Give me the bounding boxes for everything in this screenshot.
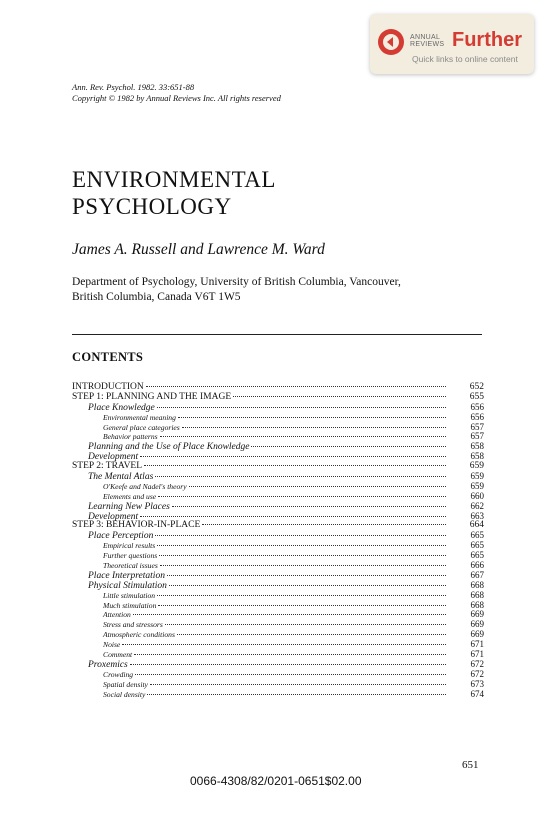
toc-entry-page: 665 bbox=[470, 540, 484, 551]
toc-leader-dots bbox=[233, 396, 446, 397]
toc-entry[interactable] bbox=[72, 482, 484, 492]
toc-entry-label: Environmental meaning bbox=[103, 412, 176, 422]
toc-leader-dots bbox=[158, 605, 446, 606]
badge-further-label: Further bbox=[452, 29, 522, 51]
toc-leader-dots bbox=[157, 545, 446, 546]
toc-leader-dots bbox=[189, 486, 446, 487]
toc-entry-page: 664 bbox=[469, 520, 484, 531]
toc-entry[interactable] bbox=[72, 610, 484, 620]
toc-entry-page: 673 bbox=[470, 678, 484, 689]
toc-leader-dots bbox=[130, 664, 446, 665]
toc-leader-dots bbox=[158, 496, 446, 497]
toc-leader-dots bbox=[167, 575, 446, 576]
toc-leader-dots bbox=[150, 684, 446, 685]
article-title bbox=[72, 166, 276, 220]
toc-entry-page: 668 bbox=[470, 589, 484, 600]
toc-entry[interactable] bbox=[72, 472, 484, 482]
toc-entry[interactable] bbox=[72, 551, 484, 561]
toc-leader-dots bbox=[140, 456, 446, 457]
toc-entry-page: 669 bbox=[470, 629, 484, 640]
article-title-line2: PSYCHOLOGY bbox=[72, 194, 232, 219]
toc-leader-dots bbox=[160, 565, 446, 566]
toc-entry-page: 662 bbox=[470, 500, 484, 511]
toc-entry[interactable] bbox=[72, 393, 484, 403]
toc-entry-label: Comment bbox=[103, 650, 133, 660]
toc-entry-label: Elements and use bbox=[103, 491, 157, 501]
badge-brand bbox=[410, 34, 444, 48]
toc-entry-label: STEP 1: PLANNING AND THE IMAGE bbox=[72, 391, 232, 402]
toc-entry[interactable] bbox=[72, 423, 484, 433]
toc-entry-page: 674 bbox=[470, 688, 484, 699]
toc-entry-page: 657 bbox=[470, 421, 484, 432]
toc-entry-page: 658 bbox=[470, 451, 484, 462]
toc-leader-dots bbox=[182, 427, 446, 428]
toc-entry-page: 656 bbox=[470, 411, 484, 422]
toc-leader-dots bbox=[133, 614, 446, 615]
toc-entry-label: Learning New Places bbox=[88, 501, 170, 512]
toc-entry-page: 666 bbox=[470, 560, 484, 571]
toc-leader-dots bbox=[172, 506, 446, 507]
toc-leader-dots bbox=[155, 535, 446, 536]
footer-code: 0066-4308/82/0201-0651$02.00 bbox=[190, 774, 362, 788]
toc-entry-page: 668 bbox=[470, 599, 484, 610]
badge-brand-line2: REVIEWS bbox=[410, 41, 445, 48]
toc-entry[interactable] bbox=[72, 561, 484, 571]
toc-entry-label: Empirical results bbox=[103, 541, 156, 551]
affiliation-line1: Department of Psychology, University of British Columbia, Vancouver, bbox=[72, 276, 401, 288]
toc-entry-label: Spatial density bbox=[103, 679, 148, 689]
toc-entry-label: Place Knowledge bbox=[88, 402, 155, 413]
toc-leader-dots bbox=[144, 465, 446, 466]
toc-entry-label: Further questions bbox=[103, 551, 158, 561]
toc-entry[interactable] bbox=[72, 690, 484, 700]
further-badge[interactable] bbox=[370, 14, 534, 74]
toc-entry[interactable] bbox=[72, 502, 484, 512]
toc-entry-page: 668 bbox=[470, 579, 484, 590]
toc-entry[interactable] bbox=[72, 591, 484, 601]
toc-leader-dots bbox=[169, 585, 446, 586]
toc-entry-page: 656 bbox=[470, 401, 484, 412]
toc-leader-dots bbox=[165, 624, 446, 625]
toc-entry-label: Place Interpretation bbox=[88, 570, 165, 581]
toc-entry-page: 672 bbox=[470, 668, 484, 679]
toc-entry[interactable] bbox=[72, 571, 484, 581]
toc-leader-dots bbox=[178, 417, 446, 418]
toc-entry-page: 671 bbox=[470, 649, 484, 660]
toc-entry-page: 655 bbox=[469, 391, 484, 402]
toc-entry-page: 659 bbox=[469, 461, 484, 472]
toc-entry[interactable] bbox=[72, 442, 484, 452]
toc-entry[interactable] bbox=[72, 432, 484, 442]
toc-entry-label: Noise bbox=[103, 640, 121, 650]
toc-leader-dots bbox=[202, 524, 446, 525]
toc-entry[interactable] bbox=[72, 640, 484, 650]
toc-entry-label: Proxemics bbox=[88, 659, 128, 670]
badge-subtitle: Quick links to online content bbox=[412, 54, 518, 64]
toc-entry[interactable] bbox=[72, 680, 484, 690]
toc-entry[interactable] bbox=[72, 531, 484, 541]
toc-entry-page: 669 bbox=[470, 619, 484, 630]
author-affiliation bbox=[72, 275, 401, 305]
toc-entry-label: Behavior patterns bbox=[103, 432, 158, 442]
page-number: 651 bbox=[462, 759, 479, 771]
toc-entry[interactable] bbox=[72, 413, 484, 423]
toc-leader-dots bbox=[160, 436, 446, 437]
citation-journal: Ann. Rev. Psychol. 1982. 33:651-88 bbox=[72, 82, 195, 92]
table-of-contents bbox=[72, 383, 484, 700]
toc-entry-page: 665 bbox=[470, 550, 484, 561]
toc-entry-page: 658 bbox=[470, 441, 484, 452]
citation-copyright: Copyright © 1982 by Annual Reviews Inc. All rights reserved bbox=[72, 93, 281, 103]
toc-leader-dots bbox=[155, 476, 446, 477]
toc-leader-dots bbox=[135, 674, 446, 675]
toc-entry[interactable] bbox=[72, 403, 484, 413]
toc-entry-label: Stress and stressors bbox=[103, 620, 163, 630]
toc-entry-label: Social density bbox=[103, 689, 146, 699]
toc-entry-label: Theoretical issues bbox=[103, 561, 158, 571]
annual-reviews-logo-icon bbox=[378, 29, 404, 55]
toc-entry-page: 652 bbox=[469, 382, 484, 392]
toc-entry-label: INTRODUCTION bbox=[72, 382, 144, 392]
citation bbox=[72, 82, 281, 104]
toc-entry[interactable] bbox=[72, 630, 484, 640]
toc-leader-dots bbox=[122, 644, 446, 645]
toc-entry-page: 659 bbox=[470, 480, 484, 491]
toc-entry[interactable] bbox=[72, 521, 484, 531]
toc-leader-dots bbox=[147, 694, 446, 695]
toc-entry-page: 665 bbox=[470, 530, 484, 541]
toc-leader-dots bbox=[157, 595, 446, 596]
toc-entry-page: 667 bbox=[470, 569, 484, 580]
toc-entry-label: Crowding bbox=[103, 669, 134, 679]
toc-entry-label: Planning and the Use of Place Knowledge bbox=[88, 442, 250, 453]
toc-entry-label: Place Perception bbox=[88, 531, 154, 542]
toc-entry-label: Little stimulation bbox=[103, 590, 156, 600]
toc-leader-dots bbox=[140, 516, 446, 517]
toc-entry[interactable] bbox=[72, 581, 484, 591]
toc-entry-page: 671 bbox=[470, 639, 484, 650]
toc-leader-dots bbox=[146, 386, 446, 387]
toc-entry-label: STEP 2: TRAVEL bbox=[72, 461, 143, 472]
badge-brand-line1: ANNUAL bbox=[410, 34, 441, 41]
toc-entry-label: The Mental Atlas bbox=[88, 472, 154, 483]
toc-leader-dots bbox=[157, 407, 446, 408]
article-title-line1: ENVIRONMENTAL bbox=[72, 167, 276, 192]
toc-entry[interactable] bbox=[72, 462, 484, 472]
toc-entry-page: 659 bbox=[470, 471, 484, 482]
affiliation-line2: British Columbia, Canada V6T 1W5 bbox=[72, 291, 241, 303]
toc-entry[interactable] bbox=[72, 601, 484, 611]
toc-leader-dots bbox=[177, 634, 446, 635]
toc-entry-label: Development bbox=[88, 511, 139, 522]
toc-entry-label: O'Keefe and Nadel's theory bbox=[103, 481, 187, 491]
toc-entry[interactable] bbox=[72, 670, 484, 680]
toc-entry-label: Attention bbox=[103, 610, 131, 620]
toc-entry[interactable] bbox=[72, 650, 484, 660]
toc-entry[interactable] bbox=[72, 660, 484, 670]
toc-entry-page: 663 bbox=[470, 510, 484, 521]
toc-entry-label: Atmospheric conditions bbox=[103, 630, 175, 640]
toc-entry[interactable] bbox=[72, 492, 484, 502]
toc-entry-label: Development bbox=[88, 452, 139, 463]
toc-leader-dots bbox=[134, 654, 446, 655]
toc-leader-dots bbox=[251, 446, 446, 447]
toc-leader-dots bbox=[159, 555, 446, 556]
toc-entry-label: Physical Stimulation bbox=[88, 580, 167, 591]
article-authors: James A. Russell and Lawrence M. Ward bbox=[72, 241, 325, 258]
toc-entry-label: Much stimulation bbox=[103, 600, 157, 610]
toc-entry-page: 660 bbox=[470, 490, 484, 501]
toc-entry-page: 672 bbox=[470, 658, 484, 669]
toc-entry-page: 657 bbox=[470, 431, 484, 442]
toc-entry-label: STEP 3: BEHAVIOR-IN-PLACE bbox=[72, 520, 201, 531]
toc-entry-page: 669 bbox=[470, 609, 484, 620]
contents-heading: CONTENTS bbox=[72, 350, 144, 364]
toc-entry[interactable] bbox=[72, 620, 484, 630]
toc-entry[interactable] bbox=[72, 541, 484, 551]
toc-entry-label: General place categories bbox=[103, 422, 180, 432]
divider bbox=[72, 334, 482, 335]
